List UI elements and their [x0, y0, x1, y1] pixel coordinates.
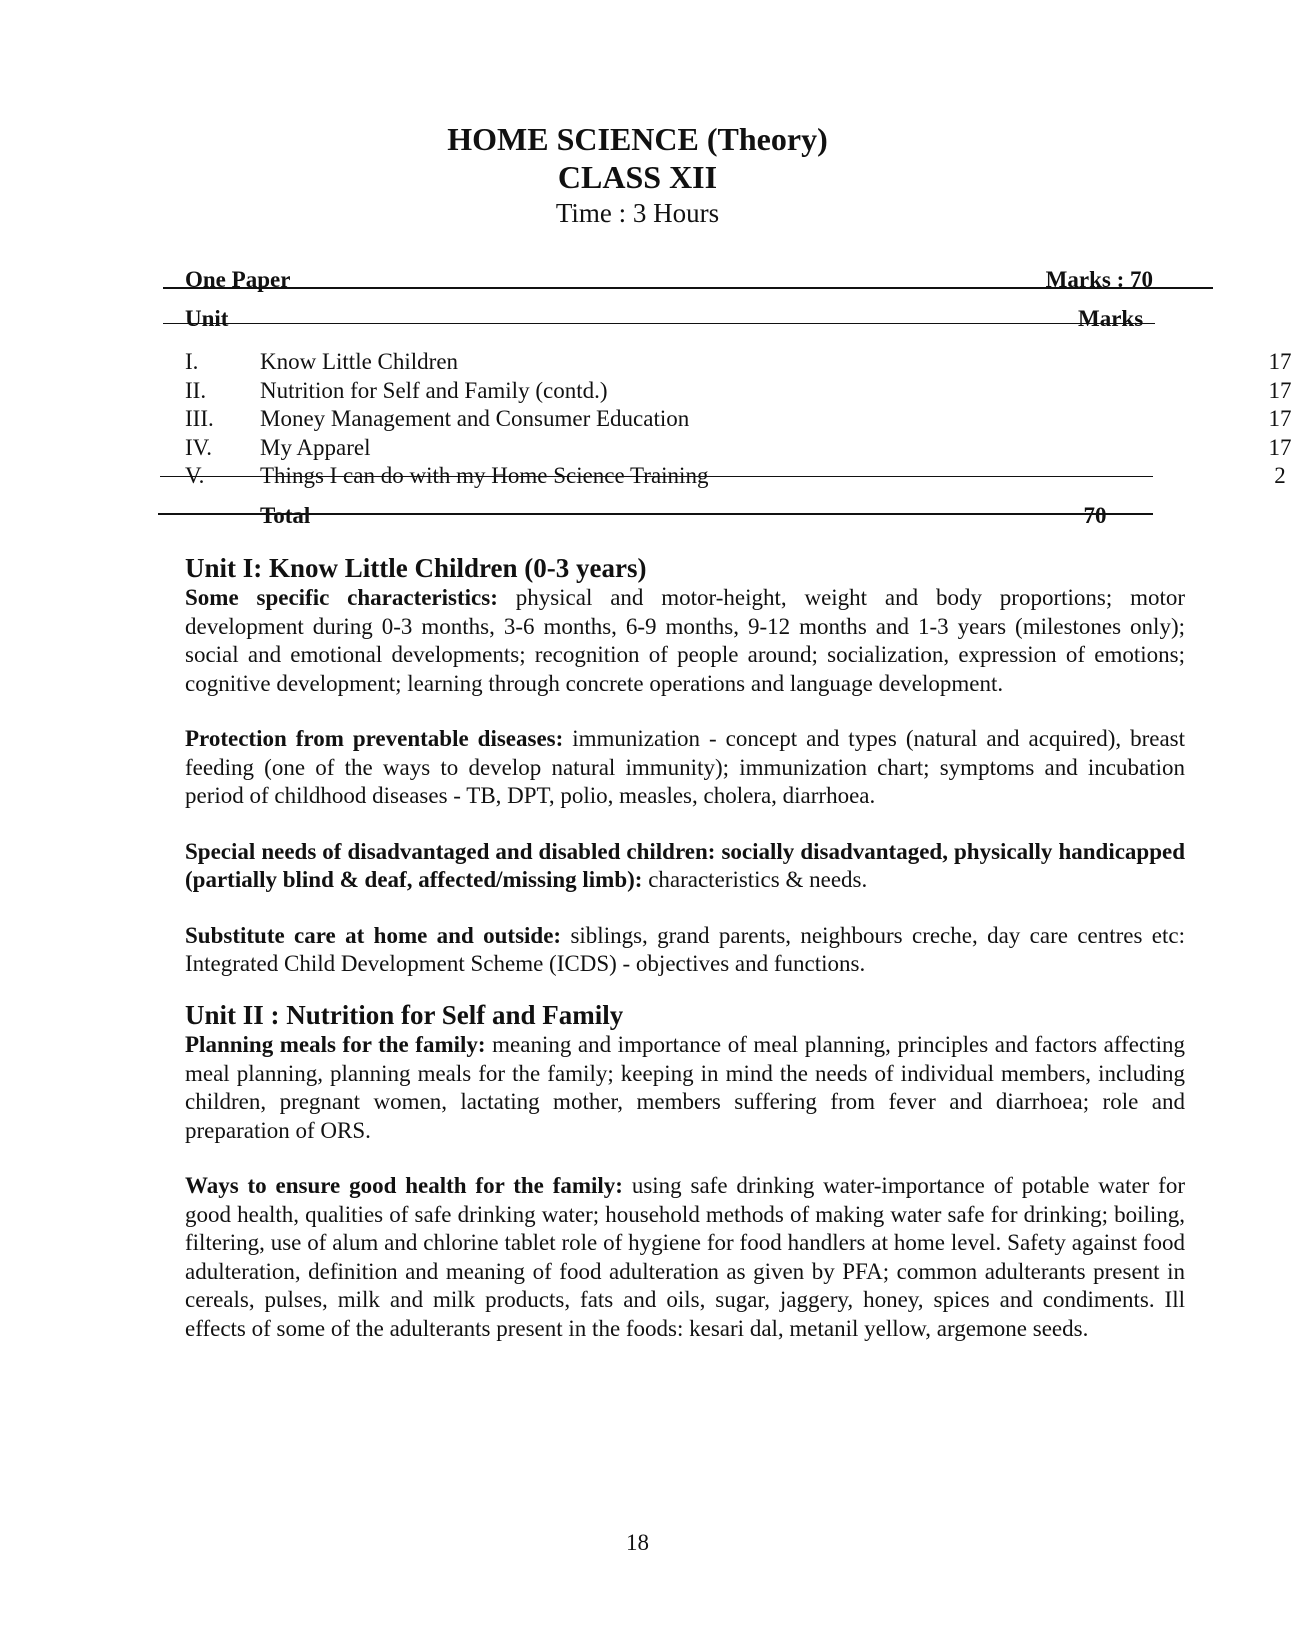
unit-marks: 17	[1268, 406, 1292, 431]
unit-2-title: Unit II : Nutrition for Self and Family	[185, 1000, 624, 1030]
unit-1-para-protection	[185, 725, 1185, 811]
para-heading: Protection from preventable diseases:	[185, 726, 564, 751]
title-class: CLASS XII	[557, 159, 718, 195]
paper-label: One Paper	[185, 267, 291, 292]
total-value: 70	[1083, 503, 1107, 528]
title-subject: HOME SCIENCE (Theory)	[447, 121, 828, 157]
unit-number: III.	[185, 406, 214, 431]
para-text: using safe drinking water-importance of potable water for good health, qualities of safe drinking water; household methods of making water safe for drinking; boiling, filtering, use of alum and chlorine tablet role of hygiene for food handlers at home level. Safety against food adulteration, definition and meaning of food adulteration as given by PFA; common adulterants present in cereals, pulses, milk and milk products, fats and oils, sugar, jaggery, honey, spices and condiments. Ill effects of some of the adulterants present in the foods: kesari dal, metanil yellow, argemone seeds.	[185, 1173, 1185, 1341]
para-text: physical and motor-height, weight and body proportions; motor development during 0-3 months, 3-6 months, 6-9 months, 9-12 months and 1-3 years (milestones only); social and emotional developments; recognition of people around; socialization, expression of emotions; cognitive development; learning through concrete operations and language development.	[185, 585, 1186, 696]
para-heading: Planning meals for the family:	[185, 1032, 486, 1057]
para-text: siblings, grand parents, neighbours creche, day care centres etc: Integrated Child Development Scheme (ICDS) - objectives and functions.	[185, 922, 1186, 976]
unit-number: IV.	[185, 434, 213, 460]
unit-1-para-characteristics	[185, 584, 1185, 698]
unit-marks: 17	[1268, 377, 1292, 403]
total-marks-label: Marks : 70	[1045, 267, 1153, 292]
unit-marks: 17	[1268, 434, 1292, 460]
unit-name: Nutrition for Self and Family (contd.)	[260, 377, 608, 403]
table-top-rule	[163, 287, 1213, 289]
unit-2-para-good-health	[185, 1172, 1185, 1343]
table-bottom-rule	[158, 513, 1153, 515]
unit-1-section	[185, 552, 1185, 979]
para-heading: Ways to ensure good health for the family:	[185, 1173, 623, 1198]
table-row	[185, 348, 1292, 377]
units-table-body	[185, 348, 1292, 491]
total-label: Total	[260, 503, 311, 528]
page-number: 18	[626, 1530, 649, 1555]
time-duration: Time : 3 Hours	[555, 198, 720, 228]
unit-number: II.	[185, 377, 207, 403]
unit-1-para-special-needs	[185, 838, 1185, 895]
unit-name: Know Little Children	[260, 349, 459, 374]
unit-1-para-substitute-care	[185, 922, 1185, 979]
unit-marks: 2	[1274, 463, 1286, 488]
table-row	[185, 405, 1292, 434]
unit-2-para-meal-planning	[185, 1031, 1185, 1145]
para-text: immunization - concept and types (natural and acquired), breast feeding (one of the ways to develop natural immunity); immunization chart; symptoms and incubation period of childhood diseases - TB, DPT, polio, measles, cholera, diarrhoea.	[185, 726, 1185, 808]
para-text: characteristics & needs.	[642, 867, 868, 892]
unit-name: Money Management and Consumer Education	[260, 406, 690, 431]
unit-number: V.	[185, 463, 205, 488]
para-heading: Some specific characteristics:	[185, 585, 498, 610]
table-total-rule	[160, 476, 1153, 477]
unit-1-title: Unit I: Know Little Children (0-3 years)	[185, 553, 647, 583]
unit-marks: 17	[1268, 349, 1292, 374]
unit-name: Things I can do with my Home Science Training	[260, 463, 709, 488]
para-heading: Substitute care at home and outside:	[185, 922, 562, 948]
table-row	[185, 377, 1292, 406]
paper-marks-row	[185, 267, 1153, 293]
unit-2-section	[185, 999, 1185, 1343]
para-heading: Special needs of disadvantaged and disabled children: socially disadvantaged, physically handicapped (partially blind & deaf, affected/missing limb):	[185, 838, 1185, 892]
unit-name: My Apparel	[260, 434, 371, 460]
table-header-rule	[163, 323, 1155, 324]
page-header	[0, 120, 1275, 230]
unit-number: I.	[185, 349, 199, 374]
table-row	[185, 434, 1292, 463]
unit-column-header: Unit	[185, 306, 229, 331]
para-text: meaning and importance of meal planning, principles and factors affecting meal planning, planning meals for the family; keeping in mind the needs of individual members, including children, pregnant women, lactating mother, members suffering from fever and diarrhoea; role and preparation of ORS.	[185, 1032, 1185, 1143]
marks-column-header: Marks	[1078, 306, 1144, 331]
